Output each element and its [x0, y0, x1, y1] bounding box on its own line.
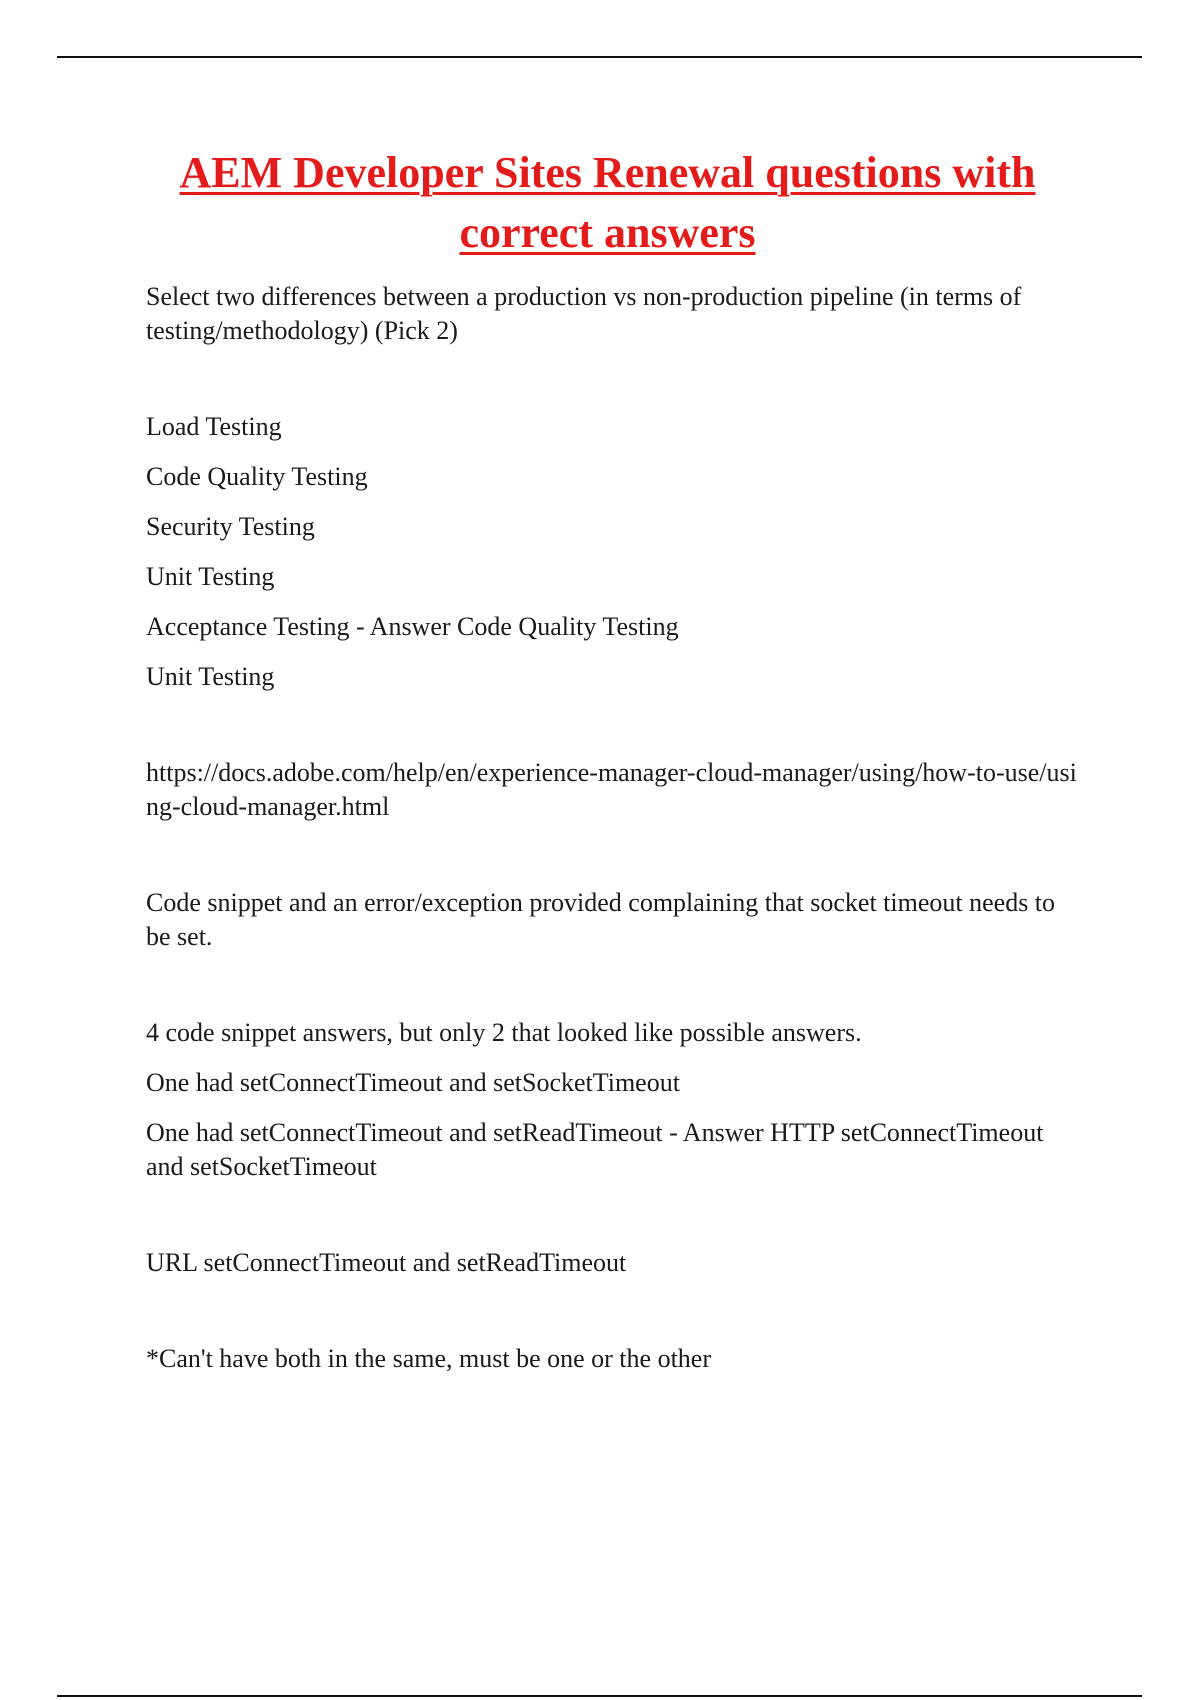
document-body [146, 280, 1086, 1376]
detail-line: 4 code snippet answers, but only 2 that looked like possible answers. [146, 1018, 862, 1047]
question-2-details [146, 1016, 1086, 1184]
option-item: Unit Testing [146, 562, 275, 591]
top-divider [57, 56, 1142, 58]
reference-url: https://docs.adobe.com/help/en/experience-manager-cloud-manager/using/how-to-use/using-cloud-manager.html [146, 758, 1077, 821]
bottom-divider [57, 1695, 1142, 1697]
footnote: *Can't have both in the same, must be one or the other [146, 1344, 711, 1373]
detail-line: One had setConnectTimeout and setSocketTimeout [146, 1068, 680, 1097]
question-1-text: Select two differences between a production vs non-production pipeline (in terms of testing/methodology) (Pick 2) [146, 282, 1022, 345]
document-title: AEM Developer Sites Renewal questions with correct answers [179, 148, 1036, 257]
detail-line-with-answer: One had setConnectTimeout and setReadTimeout - Answer HTTP setConnectTimeout and setSocketTimeout [146, 1118, 1044, 1181]
question-2-text: Code snippet and an error/exception provided complaining that socket timeout needs to be set. [146, 888, 1056, 951]
option-item: Code Quality Testing [146, 462, 368, 491]
option-item: Security Testing [146, 512, 315, 541]
option-item: Load Testing [146, 412, 282, 441]
answer-url-line: URL setConnectTimeout and setReadTimeout [146, 1248, 627, 1277]
option-item-with-answer: Acceptance Testing - Answer Code Quality Testing [146, 612, 679, 641]
answer-continuation: Unit Testing [146, 662, 275, 691]
question-1-options [146, 410, 1086, 694]
